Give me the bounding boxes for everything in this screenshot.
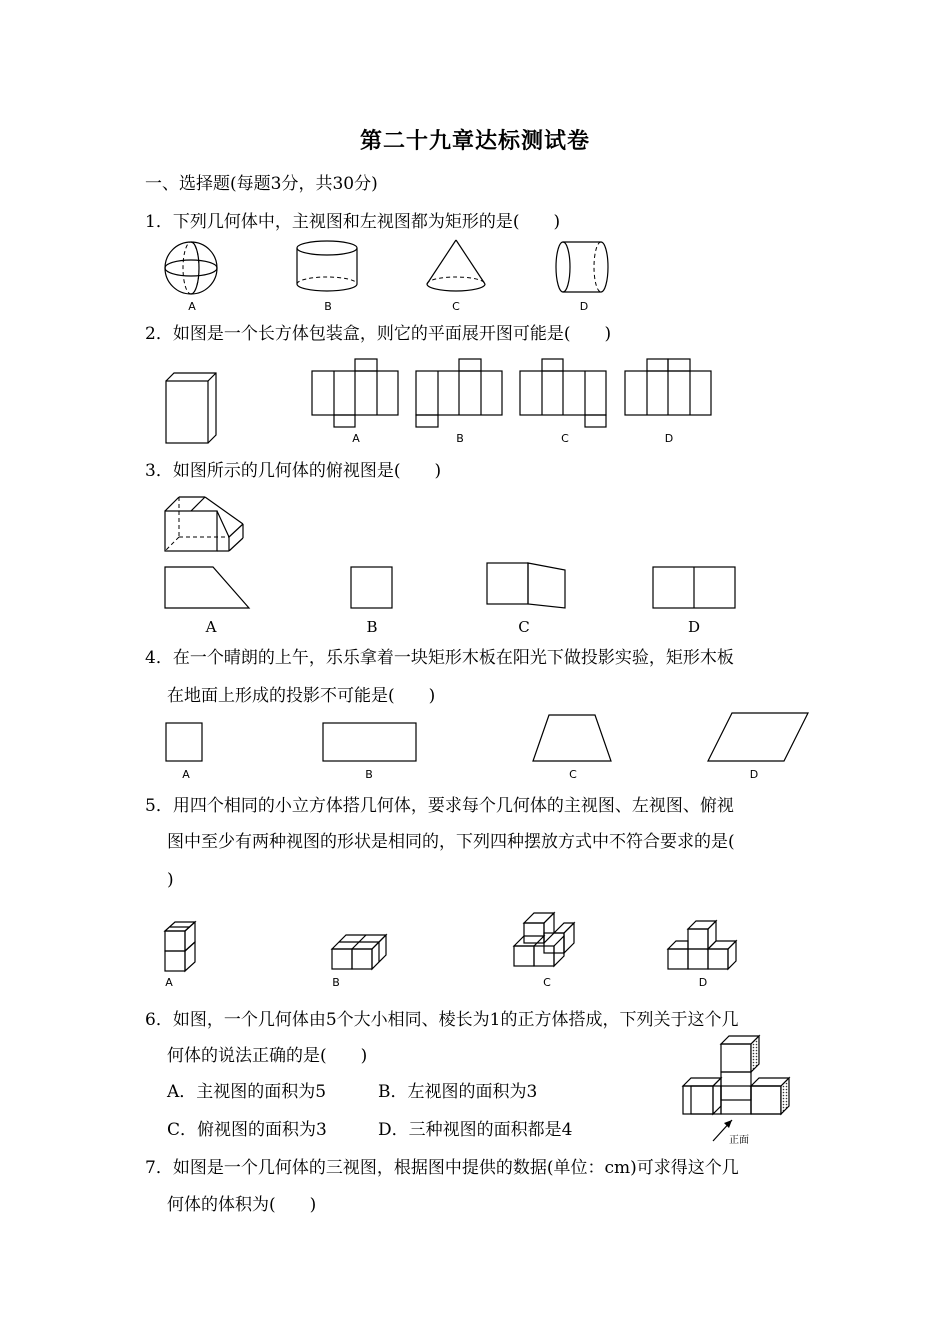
q6-figure-cubes bbox=[683, 1034, 793, 1124]
q2-label-a: A bbox=[352, 432, 360, 445]
q2-label-c: C bbox=[561, 432, 569, 445]
q1-label-c: C bbox=[452, 300, 460, 313]
section-heading: 一、选择题(每题3分，共30分) bbox=[145, 174, 378, 194]
q5-option-c-cubes bbox=[514, 905, 586, 971]
q3-label-b: B bbox=[366, 618, 378, 636]
q2-net-a bbox=[312, 359, 402, 429]
q1-label-a: A bbox=[188, 300, 196, 313]
q4-option-c-trapezoid bbox=[533, 715, 613, 765]
question-6-line-1: 6．如图，一个几何体由5个大小相同、棱长为1的正方体搭成，下列关于这个几 bbox=[145, 1010, 739, 1030]
q3-option-d-two-squares bbox=[653, 567, 739, 611]
q4-option-d-parallelogram bbox=[708, 713, 812, 765]
q3-figure-solid bbox=[165, 497, 249, 557]
q2-net-c bbox=[520, 359, 610, 429]
q2-label-b: B bbox=[456, 432, 464, 445]
question-7-line-1: 7．如图是一个几何体的三视图，根据图中提供的数据(单位：cm)可求得这个几 bbox=[145, 1158, 739, 1178]
q6-front-label: 正面 bbox=[729, 1135, 749, 1146]
q6-option-b: B．左视图的面积为3 bbox=[378, 1082, 538, 1102]
q3-label-d: D bbox=[687, 618, 701, 636]
q5-label-d: D bbox=[698, 976, 708, 989]
question-1-text: 1．下列几何体中，主视图和左视图都为矩形的是( ) bbox=[145, 212, 561, 232]
q5-label-b: B bbox=[332, 976, 340, 989]
question-5-line-2: 图中至少有两种视图的形状是相同的，下列四种摆放方式中不符合要求的是( bbox=[167, 832, 735, 852]
question-7-line-2: 何体的体积为( ) bbox=[167, 1195, 317, 1215]
q4-label-d: D bbox=[749, 768, 759, 781]
q5-label-c: C bbox=[543, 976, 551, 989]
q1-figure-cone bbox=[427, 240, 491, 300]
q5-label-a: A bbox=[165, 976, 173, 989]
q3-option-a-trapezoid bbox=[165, 567, 255, 611]
q5-option-b-cubes bbox=[332, 927, 404, 973]
q6-option-a: A．主视图的面积为5 bbox=[167, 1082, 327, 1102]
question-4-line-1: 4．在一个晴朗的上午，乐乐拿着一块矩形木板在阳光下做投影实验，矩形木板 bbox=[145, 648, 734, 668]
q1-label-d: D bbox=[579, 300, 589, 313]
q2-figure-box bbox=[166, 373, 218, 445]
question-6-line-2: 何体的说法正确的是( ) bbox=[167, 1046, 368, 1066]
q2-net-d bbox=[625, 359, 715, 429]
q6-option-c: C．俯视图的面积为3 bbox=[167, 1120, 327, 1140]
question-3-text: 3．如图所示的几何体的俯视图是( ) bbox=[145, 461, 442, 481]
q5-option-d-cubes bbox=[668, 919, 740, 971]
q3-option-c-folded bbox=[487, 563, 571, 613]
q2-net-b bbox=[416, 359, 506, 429]
question-5-line-3: ) bbox=[167, 870, 174, 890]
question-5-line-1: 5．用四个相同的小立方体搭几何体，要求每个几何体的主视图、左视图、俯视 bbox=[145, 796, 734, 816]
q6-option-d: D．三种视图的面积都是4 bbox=[378, 1120, 573, 1140]
q4-label-b: B bbox=[365, 768, 373, 781]
q4-option-a-square bbox=[166, 723, 206, 763]
q4-label-c: C bbox=[569, 768, 577, 781]
q1-figure-cylinder bbox=[297, 240, 361, 300]
q3-label-a: A bbox=[205, 618, 217, 636]
q4-option-b-rectangle bbox=[323, 723, 419, 763]
q2-label-d: D bbox=[664, 432, 674, 445]
q1-figure-lying-cylinder bbox=[555, 240, 619, 300]
q1-label-b: B bbox=[324, 300, 332, 313]
q3-option-b-square bbox=[351, 567, 395, 611]
q3-label-c: C bbox=[518, 618, 530, 636]
question-4-line-2: 在地面上形成的投影不可能是( ) bbox=[167, 686, 436, 706]
page-title: 第二十九章达标测试卷 bbox=[359, 128, 590, 154]
q4-label-a: A bbox=[182, 768, 190, 781]
q1-figure-sphere bbox=[165, 240, 225, 300]
q5-option-a-cubes bbox=[165, 915, 205, 977]
question-2-text: 2．如图是一个长方体包装盒，则它的平面展开图可能是( ) bbox=[145, 324, 612, 344]
